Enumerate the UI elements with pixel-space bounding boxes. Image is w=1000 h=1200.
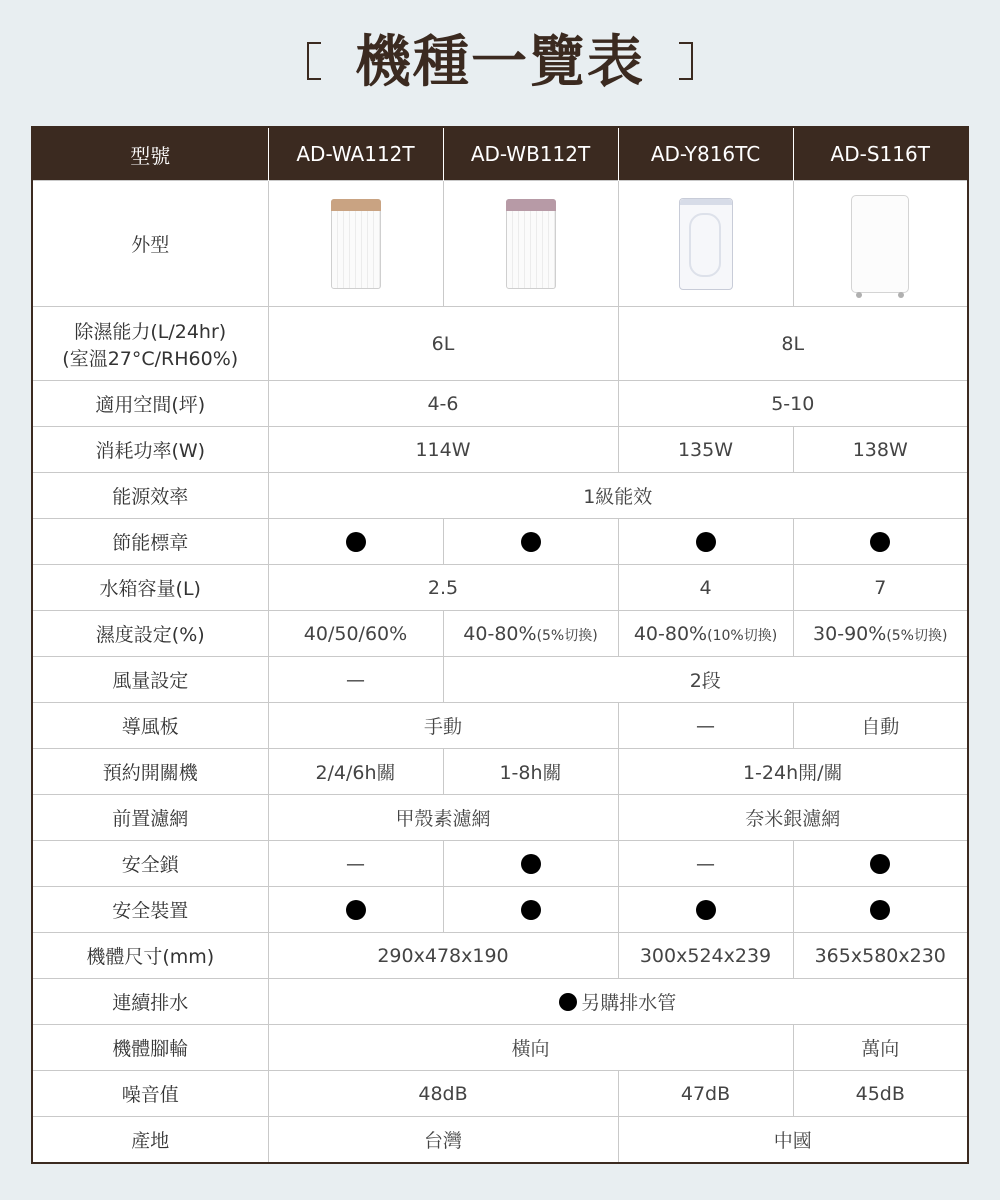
check-dot-icon bbox=[870, 854, 890, 874]
row-label: 安全裝置 bbox=[32, 887, 268, 933]
header-row bbox=[32, 127, 968, 181]
cell-value: 135W bbox=[618, 427, 793, 473]
cell-value: — bbox=[618, 841, 793, 887]
row-label: 節能標章 bbox=[32, 519, 268, 565]
check-dot-icon bbox=[870, 900, 890, 920]
cell-value: — bbox=[618, 703, 793, 749]
cell-value: 290x478x190 bbox=[268, 933, 618, 979]
dehumidifier-panel-image bbox=[679, 198, 733, 290]
cell-value: 8L bbox=[618, 307, 968, 381]
cell-value: 1-8h關 bbox=[443, 749, 618, 795]
row-label: 能源效率 bbox=[32, 473, 268, 519]
cell-main: 另購排水管 bbox=[581, 992, 677, 1014]
row-label: 前置濾網 bbox=[32, 795, 268, 841]
louver-row bbox=[32, 703, 968, 749]
cell-value: 138W bbox=[793, 427, 968, 473]
row-label-line: (室溫27°C/RH60%) bbox=[62, 347, 239, 370]
check-dot-icon bbox=[870, 532, 890, 552]
cell-value: 2.5 bbox=[268, 565, 618, 611]
header-model-1: AD-WA112T bbox=[268, 127, 443, 181]
row-label: 預約開關機 bbox=[32, 749, 268, 795]
title-bar bbox=[0, 18, 1000, 98]
row-label: 產地 bbox=[32, 1117, 268, 1164]
check-dot-icon bbox=[346, 900, 366, 920]
cell-value: — bbox=[268, 841, 443, 887]
cell-value bbox=[793, 611, 968, 657]
cell-note: (10%切換) bbox=[707, 627, 778, 644]
row-label: 外型 bbox=[32, 181, 268, 307]
check-dot-icon bbox=[696, 900, 716, 920]
origin-row bbox=[32, 1117, 968, 1164]
size-row bbox=[32, 933, 968, 979]
noise-row bbox=[32, 1071, 968, 1117]
cell-note: (5%切換) bbox=[886, 627, 948, 644]
cell-value: 114W bbox=[268, 427, 618, 473]
header-label: 型號 bbox=[32, 127, 268, 181]
dehumidifier-pink-image bbox=[506, 199, 556, 289]
cell-value: 45dB bbox=[793, 1071, 968, 1117]
drain-row bbox=[32, 979, 968, 1025]
capacity-row bbox=[32, 307, 968, 381]
row-label: 風量設定 bbox=[32, 657, 268, 703]
cell-value: 萬向 bbox=[793, 1025, 968, 1071]
cell-value bbox=[443, 611, 618, 657]
cell-value: 2段 bbox=[443, 657, 968, 703]
eco-label-row bbox=[32, 519, 968, 565]
right-bracket-decoration bbox=[679, 42, 693, 80]
check-dot-icon bbox=[521, 854, 541, 874]
product-image-cell bbox=[793, 181, 968, 307]
lock-row bbox=[32, 841, 968, 887]
cell-value bbox=[618, 519, 793, 565]
header-model-2: AD-WB112T bbox=[443, 127, 618, 181]
cell-value bbox=[268, 887, 443, 933]
header-model-3: AD-Y816TC bbox=[618, 127, 793, 181]
spec-table bbox=[31, 126, 969, 1164]
cell-value: 中國 bbox=[618, 1117, 968, 1164]
cell-main: 40-80% bbox=[633, 622, 708, 645]
row-label: 適用空間(坪) bbox=[32, 381, 268, 427]
space-row bbox=[32, 381, 968, 427]
cell-value: 47dB bbox=[618, 1071, 793, 1117]
power-row bbox=[32, 427, 968, 473]
header-model-4: AD-S116T bbox=[793, 127, 968, 181]
cell-value: 4-6 bbox=[268, 381, 618, 427]
row-label: 導風板 bbox=[32, 703, 268, 749]
cell-value: 48dB bbox=[268, 1071, 618, 1117]
cell-value: 2/4/6h關 bbox=[268, 749, 443, 795]
check-dot-icon bbox=[521, 900, 541, 920]
tank-row bbox=[32, 565, 968, 611]
cell-value: 300x524x239 bbox=[618, 933, 793, 979]
fan-row bbox=[32, 657, 968, 703]
cell-value: 1級能效 bbox=[268, 473, 968, 519]
product-image-cell bbox=[618, 181, 793, 307]
row-label: 機體腳輪 bbox=[32, 1025, 268, 1071]
safety-row bbox=[32, 887, 968, 933]
cell-note: (5%切換) bbox=[536, 627, 598, 644]
row-label: 機體尺寸(mm) bbox=[32, 933, 268, 979]
appearance-row bbox=[32, 181, 968, 307]
cell-value: 40/50/60% bbox=[268, 611, 443, 657]
cell-value bbox=[793, 519, 968, 565]
check-dot-icon bbox=[559, 993, 577, 1011]
cell-value: 橫向 bbox=[268, 1025, 793, 1071]
cell-value bbox=[268, 519, 443, 565]
cell-value: 1-24h開/關 bbox=[618, 749, 968, 795]
cell-value: 365x580x230 bbox=[793, 933, 968, 979]
cell-value bbox=[443, 519, 618, 565]
row-label bbox=[32, 307, 268, 381]
row-label: 連續排水 bbox=[32, 979, 268, 1025]
product-image-cell bbox=[443, 181, 618, 307]
cell-value bbox=[268, 979, 968, 1025]
check-dot-icon bbox=[521, 532, 541, 552]
cell-value: 甲殼素濾網 bbox=[268, 795, 618, 841]
cell-value: 手動 bbox=[268, 703, 618, 749]
humidity-row bbox=[32, 611, 968, 657]
dehumidifier-wheeled-image bbox=[851, 195, 909, 293]
cell-value: — bbox=[268, 657, 443, 703]
cell-main: 30-90% bbox=[813, 622, 887, 645]
row-label: 濕度設定(%) bbox=[32, 611, 268, 657]
cell-value: 7 bbox=[793, 565, 968, 611]
dehumidifier-gold-image bbox=[331, 199, 381, 289]
row-label-line: 除濕能力(L/24hr) bbox=[74, 320, 227, 343]
cell-value: 台灣 bbox=[268, 1117, 618, 1164]
cell-value bbox=[793, 841, 968, 887]
check-dot-icon bbox=[696, 532, 716, 552]
wheels-row bbox=[32, 1025, 968, 1071]
page-title: 機種一覽表 bbox=[355, 30, 645, 95]
cell-value bbox=[443, 841, 618, 887]
row-label: 消耗功率(W) bbox=[32, 427, 268, 473]
cell-value: 5-10 bbox=[618, 381, 968, 427]
cell-value bbox=[618, 611, 793, 657]
timer-row bbox=[32, 749, 968, 795]
cell-value bbox=[793, 887, 968, 933]
row-label: 安全鎖 bbox=[32, 841, 268, 887]
cell-value bbox=[618, 887, 793, 933]
cell-main: 40-80% bbox=[463, 622, 537, 645]
product-image-cell bbox=[268, 181, 443, 307]
row-label: 水箱容量(L) bbox=[32, 565, 268, 611]
efficiency-row bbox=[32, 473, 968, 519]
cell-value: 自動 bbox=[793, 703, 968, 749]
left-bracket-decoration bbox=[307, 42, 321, 80]
prefilter-row bbox=[32, 795, 968, 841]
cell-value: 奈米銀濾網 bbox=[618, 795, 968, 841]
row-label: 噪音值 bbox=[32, 1071, 268, 1117]
cell-value bbox=[443, 887, 618, 933]
cell-value: 6L bbox=[268, 307, 618, 381]
check-dot-icon bbox=[346, 532, 366, 552]
cell-value: 4 bbox=[618, 565, 793, 611]
